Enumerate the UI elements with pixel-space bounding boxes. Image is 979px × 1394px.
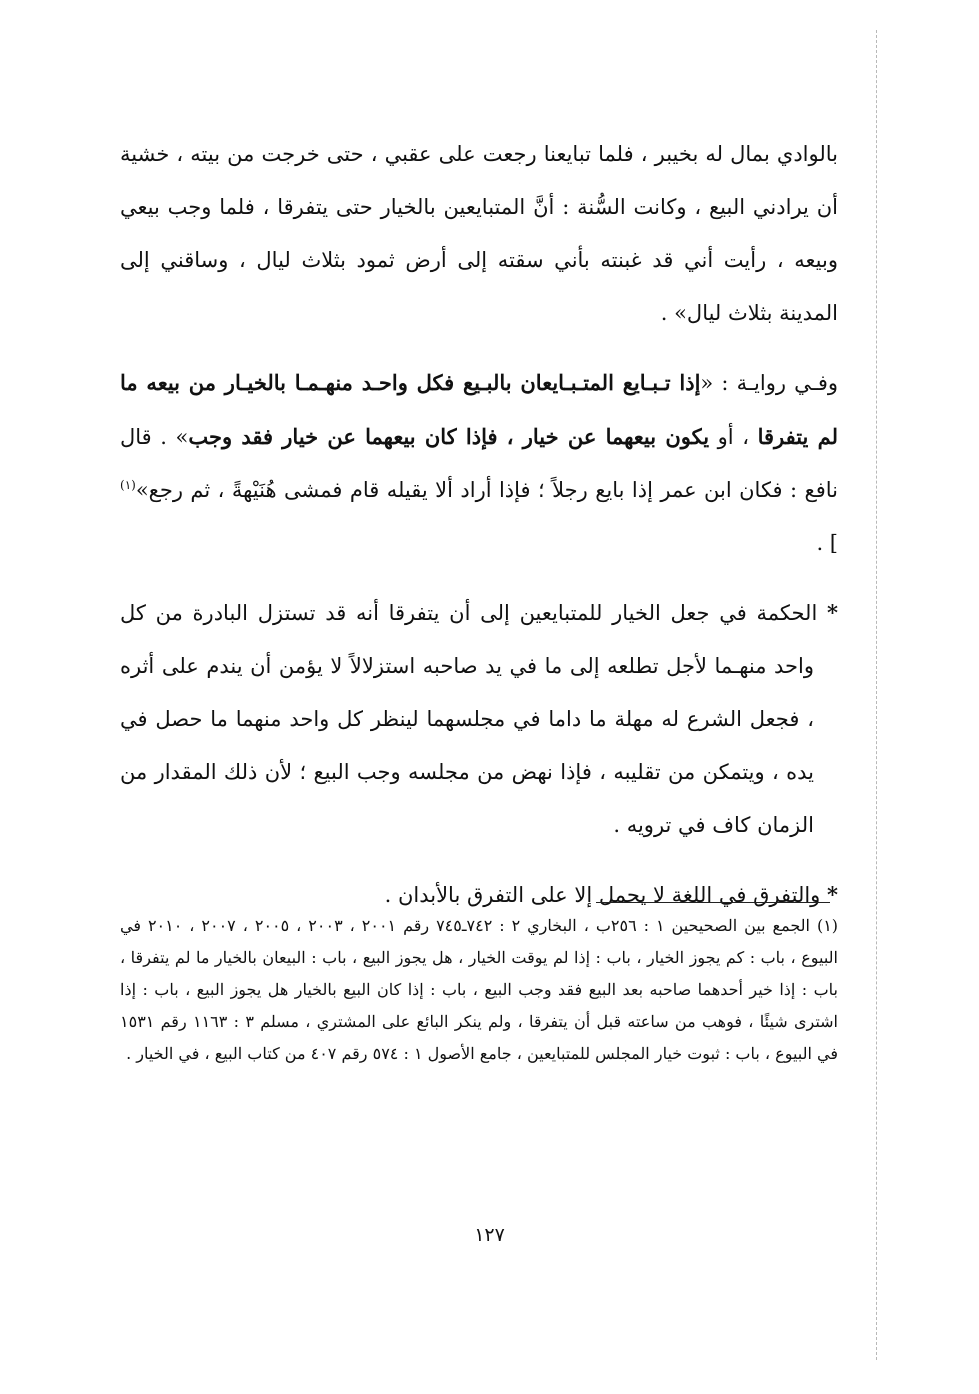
footnote-number: (١) [816,916,839,935]
riwaya-intro: وفـي روايـة : « [700,371,838,395]
riwaya-bold-1: إذا تـبـايع المتـبـايعان بالبـيع فكل واحـد منهـمـا بالخيـار من بيعه ما لم يتفرقا [120,370,839,449]
footnote-text: الجمع بين الصحيحين ١ : ٢٥٦ب ، البخاري ٢ : ٧٤٢ـ٧٤٥ رقم ٢٠٠١ ، ٢٠٠٣ ، ٢٠٠٥ ، ٢٠٠٧ ، ٢٠١٠ في البيوع ، باب : كم يجوز الخيار ، باب : إذا لم يوقت الخيار ، هل يجوز البيع ، باب : البيعان بالخيار ما لم يتفرقا ، باب : إذا خير أحدهما صاحبه بعد البيع فقد وجب البيع ، باب : إذا كان البيع بالخيار هل يجوز البيع ، باب : إذا اشترى شيئًا ، فوهب من ساعته قبل أن يتفرقا ، ولم ينكر البائع على المشتري ، مسلم ٣ : ١١٦٣ رقم ١٥٣١ في البيوع ، باب : ثبوت خيار المجلس للمتبايعين ، جامع الأصول ١ : ٥٧٤ رقم ٤٠٧ من كتاب البيع ، في الخيار . [120,916,839,1063]
paragraph-riwaya [120,356,838,570]
riwaya-bold-2: يكون بيعهما عن خيار ، فإذا كان بيعهما عن خيار فقد وجب [188,424,710,449]
main-text [120,128,838,922]
paragraph-hadith-end: بالوادي بمال له بخيبر ، فلما تبايعنا رجعت على عقبي ، حتى خرجت من بيته ، خشية أن يرادني البيع ، وكانت السُّنة : أنَّ المتبايعين بالخيار حتى يتفرقا ، فلما وجب بيعي وبيعه ، رأيت أني قد غبنته بأني سقته إلى أرض ثمود بثلاث ليال ، وساقني إلى المدينة بثلاث ليال» . [120,142,838,325]
bullet-separation-text: والتفرق في اللغة لا يحمل إلا على التفرق بالأبدان . [384,883,821,907]
bullet-wisdom [120,586,838,852]
bullet-wisdom-text: الحكمة في جعل الخيار للمتبايعين إلى أن يتفرقا أنه قد تستزل البادرة من كل واحد منهـما لأجل تطلعه إلى ما في يد صاحبه استزلالاً لا يؤمن أن يندم على أثره ، فجعل الشرع له مهلة ما داما في مجلسهما لينظر كل واحد منهما ما حصل في يده ، ويتمكن من تقليبه ، فإذا نهض من مجلسه وجب البيع ؛ لأن ذلك المقدار من الزمان كاف في ترويه . [120,601,818,837]
footnote [120,910,838,1070]
bullet-star-icon: * [827,882,838,907]
riwaya-rest: » . قال نافع : فكان ابن عمر إذا بايع رجلاً ؛ فإذا أراد ألا يقيله قام فمشى هُنَيْهةً ، ثم رجع» [120,425,838,502]
bullet-star-icon: * [827,600,838,625]
riwaya-close: ] . [816,531,838,555]
page-number: ١٢٧ [474,1224,505,1246]
footnote-reference[interactable]: (١) [120,478,136,492]
riwaya-mid: ، أو [709,425,758,449]
footnote-separator [596,902,830,903]
page-edge-line [876,30,877,1360]
